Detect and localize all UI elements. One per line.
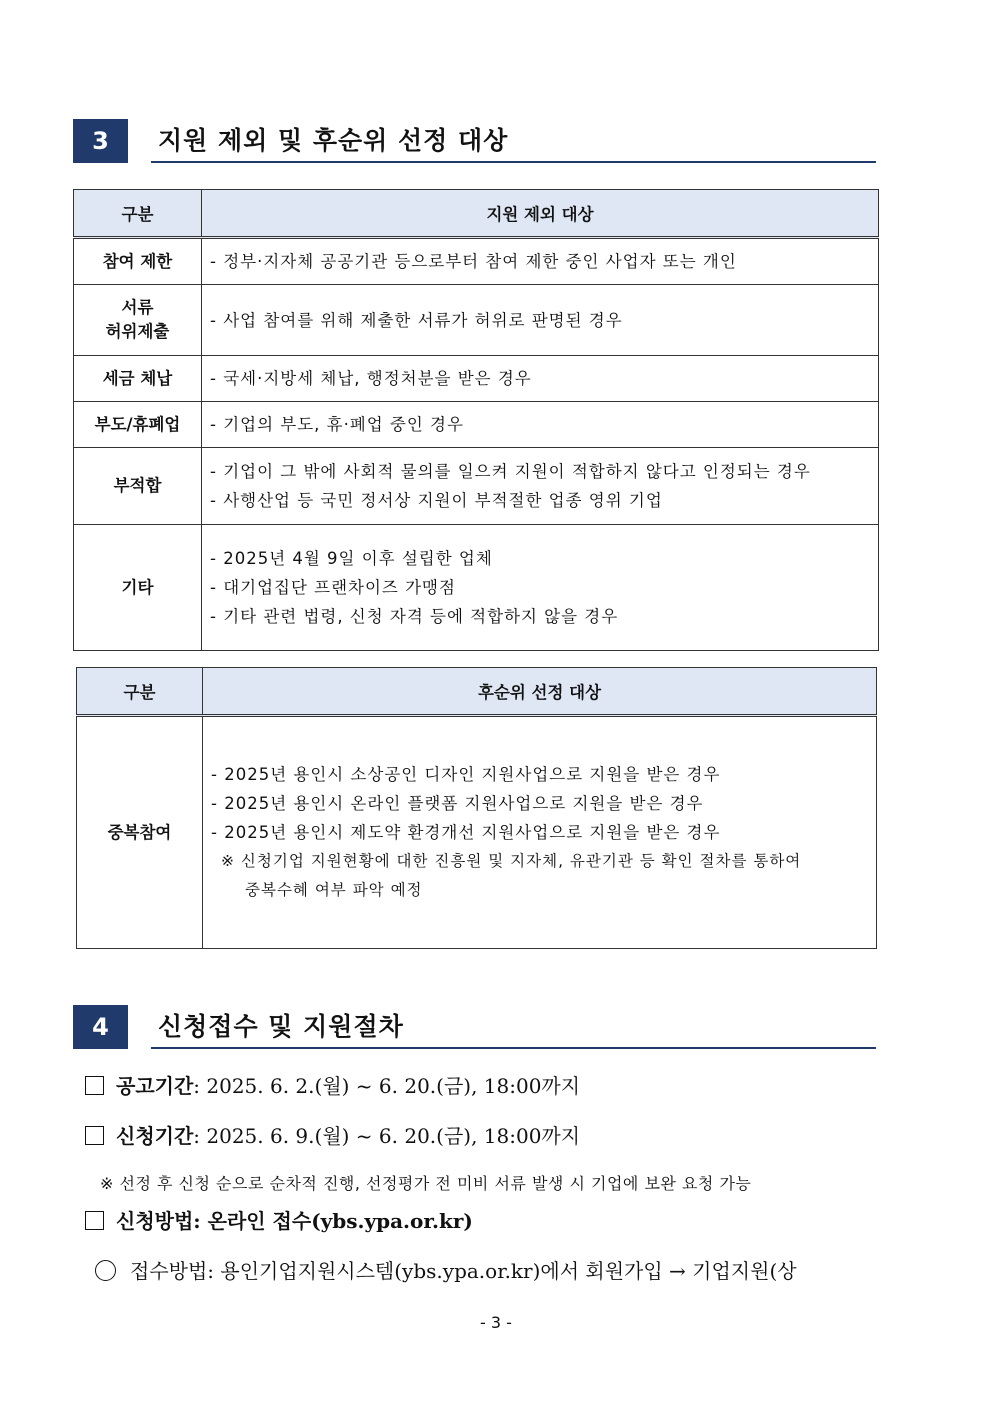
apply-method: 신청방법: 온라인 접수(ybs.ypa.or.kr) [85,1205,473,1234]
page-number: - 3 - [480,1313,512,1332]
row-label: 기타 [74,525,202,651]
row-label: 부적합 [74,448,202,525]
row-content: - 기업이 그 밖에 사회적 물의를 일으켜 지원이 적합하지 않다고 인정되는 경우 - 사행산업 등 국민 정서상 지원이 부적절한 업종 영위 기업 [202,448,879,525]
row-label: 세금 체납 [74,356,202,402]
row-content: - 2025년 용인시 소상공인 디자인 지원사업으로 지원을 받은 경우 - 2025년 용인시 온라인 플랫폼 지원사업으로 지원을 받은 경우 - 2025년 용인시 제도약 환경개선 지원사업으로 지원을 받은 경우 ※ 신청기업 지원현황에 대한 진흥원 및 지자체, 유관기관 등 확인 절차를 통하여 중복수혜 여부 파악 예정 [203,716,877,949]
exclusion-table [73,189,879,651]
table-row [74,285,879,356]
section-title: 지원 제외 및 후순위 선정 대상 [158,126,509,155]
row-label: 부도/휴폐업 [74,402,202,448]
header-priority-target: 후순위 선정 대상 [203,668,877,716]
circle-bullet-icon [95,1260,116,1281]
receive-method: 접수방법: 용인기업지원시스템(ybs.ypa.or.kr)에서 회원가입 → 기업지원(상 [95,1255,797,1284]
table-row [74,356,879,402]
announce-period: 공고기간: 2025. 6. 2.(월) ~ 6. 20.(금), 18:00까지 [85,1070,580,1099]
table-row [77,716,877,949]
table-row [74,402,879,448]
table-row [74,238,879,285]
row-content: - 기업의 부도, 휴·폐업 중인 경우 [202,402,879,448]
header-category: 구분 [77,668,203,716]
row-label: 중복참여 [77,716,203,949]
priority-table [76,667,877,949]
note-text: 중복수혜 여부 파악 예정 [245,881,423,899]
section-number: 3 [73,119,128,163]
table-row [74,525,879,651]
table-row [74,448,879,525]
section-3-heading [73,119,876,163]
header-exclusion-target: 지원 제외 대상 [202,190,879,238]
note-text: ※ 신청기업 지원현황에 대한 진흥원 및 지자체, 유관기관 등 확인 절차를 통하여 [221,852,802,870]
checkbox-square-icon [85,1126,104,1145]
row-label: 서류 허위제출 [74,285,202,356]
section-number: 4 [73,1005,128,1049]
row-content: - 2025년 4월 9일 이후 설립한 업체 - 대기업집단 프랜차이즈 가맹점 - 기타 관련 법령, 신청 자격 등에 적합하지 않을 경우 [202,525,879,651]
section-underline [151,1047,876,1049]
apply-note: ※ 선정 후 신청 순으로 순차적 진행, 선정평가 전 미비 서류 발생 시 기업에 보완 요청 가능 [100,1174,752,1193]
apply-period: 신청기간: 2025. 6. 9.(월) ~ 6. 20.(금), 18:00까지 [85,1120,580,1149]
row-content: - 사업 참여를 위해 제출한 서류가 허위로 판명된 경우 [202,285,879,356]
section-4-heading [73,1005,876,1049]
section-title: 신청접수 및 지원절차 [158,1012,404,1041]
checkbox-square-icon [85,1211,104,1230]
checkbox-square-icon [85,1076,104,1095]
header-category: 구분 [74,190,202,238]
row-label: 참여 제한 [74,238,202,285]
table-header-row [74,190,879,238]
row-content: - 정부·지자체 공공기관 등으로부터 참여 제한 중인 사업자 또는 개인 [202,238,879,285]
section-underline [151,161,876,163]
row-content: - 국세·지방세 체납, 행정처분을 받은 경우 [202,356,879,402]
table-header-row [77,668,877,716]
